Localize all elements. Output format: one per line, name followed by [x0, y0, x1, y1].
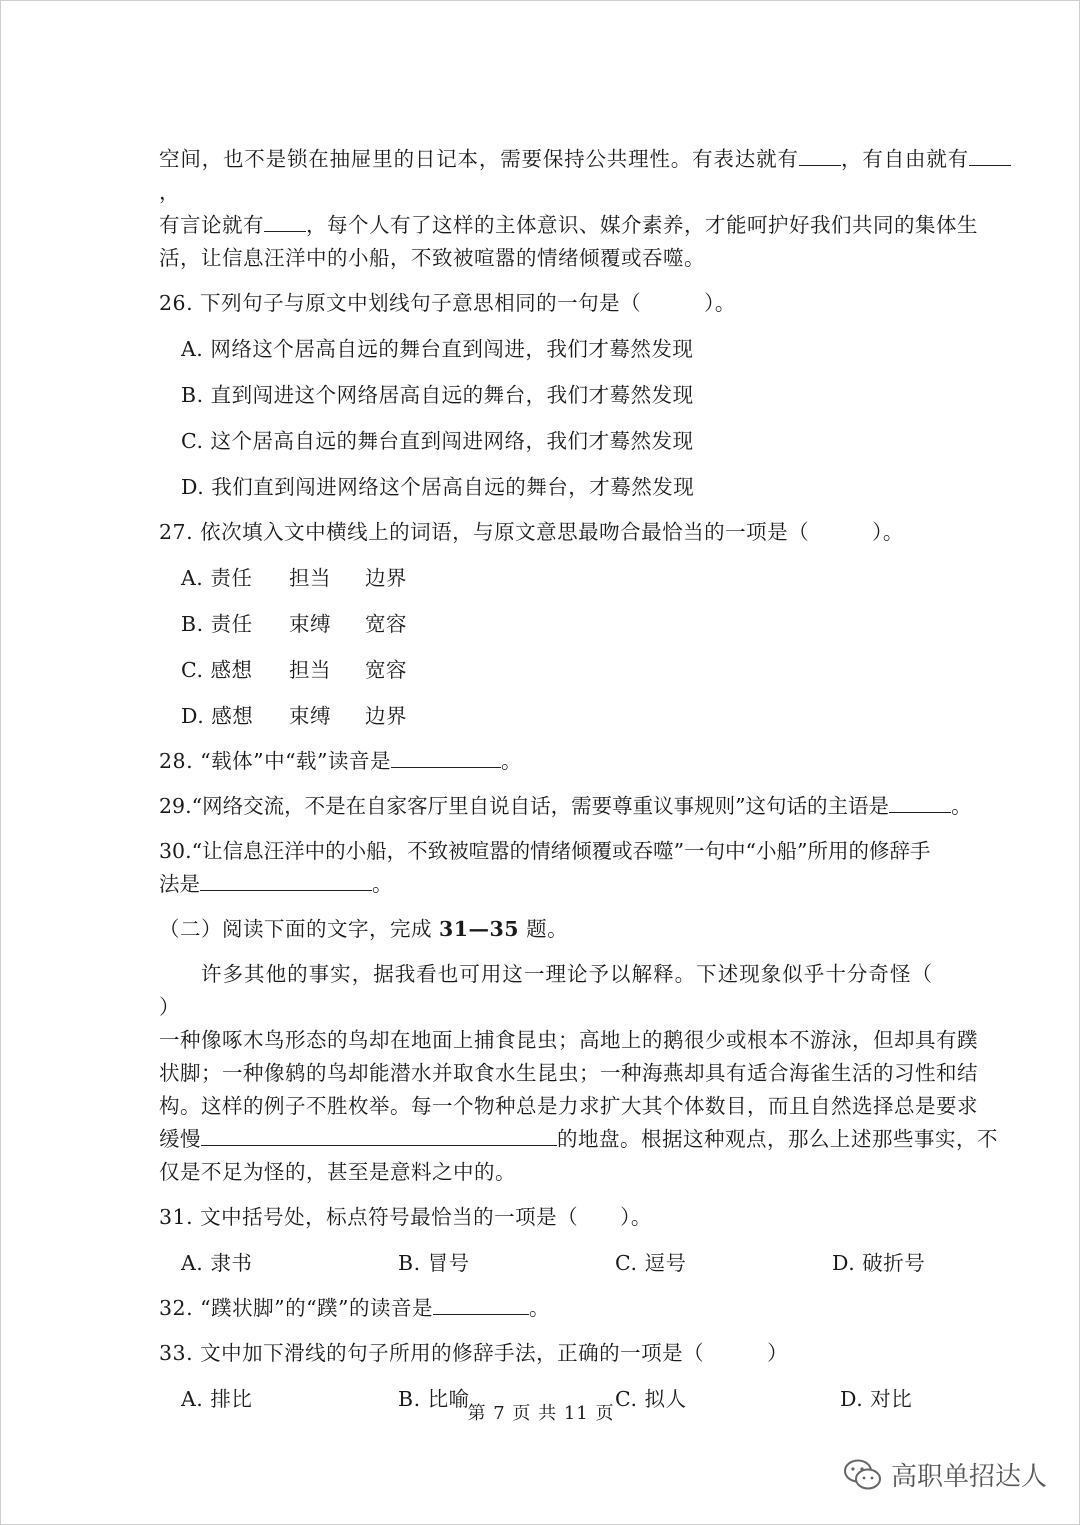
passage-2-text: 状脚；一种像鸫的鸟却能潜水并取食水生昆虫；一种海燕却具有适合海雀生活的习性和结 — [159, 1061, 978, 1085]
q26-option-b: B. 直到闯进这个网络居高自远的舞台，我们才蓦然发现 — [181, 383, 694, 407]
question-28 — [159, 745, 1011, 778]
q31-option-b: B. 冒号 — [398, 1251, 470, 1275]
passage-2-text: 构。这样的例子不胜枚举。每一个物种总是力求扩大其个体数目，而且自然选择总是要求 — [159, 1094, 978, 1118]
passage-1-text: 活，让信息汪洋中的小船，不致被喧嚣的情绪倾覆或吞噬。 — [159, 246, 705, 270]
option-word: 边界 — [365, 566, 407, 590]
q26-option-d: D. 我们直到闯进网络这个居高自远的舞台，才蓦然发现 — [181, 475, 695, 499]
page-footer: 第 7 页 共 11 页 — [467, 1403, 615, 1424]
wechat-icon — [843, 1458, 883, 1492]
option-word: 担当 — [289, 566, 331, 590]
question-29-end: 。 — [951, 794, 972, 818]
blank — [969, 143, 1011, 166]
option-word: 宽容 — [365, 612, 407, 636]
section-heading-text: 题。 — [519, 917, 569, 941]
q27-option-d — [181, 700, 1011, 733]
passage-2-text: 缓慢 — [159, 1127, 201, 1151]
question-26: 26. 下列句子与原文中划线句子意思相同的一句是（ ）。 — [159, 291, 736, 315]
section-range: 31—35 — [439, 917, 520, 941]
option-letter: A. 责任 — [181, 566, 253, 590]
q31-options — [181, 1247, 1011, 1280]
passage-2 — [159, 958, 1011, 1189]
question-32-end: 。 — [529, 1296, 551, 1320]
passage-2-text: ） — [159, 995, 180, 1019]
answer-blank — [200, 868, 372, 891]
question-31: 31. 文中括号处，标点符号最恰当的一项是（ ）。 — [159, 1205, 652, 1229]
page-content — [159, 143, 1011, 1416]
option-word: 束缚 — [289, 704, 331, 728]
q27-option-a — [181, 562, 1011, 595]
question-28-end: 。 — [501, 749, 523, 773]
question-30-text: 法是 — [159, 872, 200, 896]
q26-option-a: A. 网络这个居高自远的舞台直到闯进，我们才蓦然发现 — [181, 337, 694, 361]
answer-blank — [391, 745, 501, 768]
passage-1-text: ， — [159, 180, 180, 204]
question-30 — [159, 835, 1011, 901]
answer-blank — [433, 1292, 529, 1315]
option-word: 束缚 — [289, 612, 331, 636]
blank — [799, 143, 841, 166]
question-28-text: 28. “载体”中“载”读音是 — [159, 749, 392, 773]
q26-option-c: C. 这个居高自远的舞台直到闯进网络，我们才蓦然发现 — [181, 429, 694, 453]
question-29 — [159, 790, 1011, 823]
q31-option-c: C. 逗号 — [615, 1251, 687, 1275]
section-heading-text: （二）阅读下面的文字，完成 — [159, 917, 440, 941]
q31-option-d: D. 破折号 — [832, 1251, 926, 1275]
passage-blank — [201, 1123, 557, 1146]
passage-2-text: 仅是不足为怪的，甚至是意料之中的。 — [159, 1160, 516, 1184]
blank — [264, 209, 306, 232]
q27-option-c — [181, 654, 1011, 687]
section-heading — [159, 913, 1011, 946]
question-33: 33. 文中加下滑线的句子所用的修辞手法，正确的一项是（ ） — [159, 1341, 789, 1365]
option-word: 边界 — [365, 704, 407, 728]
question-29-text: 29.“网络交流，不是在自家客厅里自说自话，需要尊重议事规则”这句话的主语是 — [159, 794, 890, 818]
option-letter: B. 责任 — [181, 612, 253, 636]
passage-2-text: 许多其他的事实，据我看也可用这一理论予以解释。下述现象似乎十分奇怪（ — [201, 962, 933, 986]
passage-1-text: 空间，也不是锁在抽屉里的日记本，需要保持公共理性。有表达就有 — [159, 147, 799, 171]
question-32-text: 32. “蹼状脚”的“蹼”的读音是 — [159, 1296, 434, 1320]
q31-option-a: A. 隶书 — [181, 1251, 253, 1275]
passage-2-text: 的地盘。根据这种观点，那么上述那些事实，不 — [557, 1127, 998, 1151]
q27-option-b — [181, 608, 1011, 641]
q33-option-b: B. 比喻 — [398, 1387, 470, 1411]
passage-1-text: ，有自由就有 — [840, 147, 970, 171]
option-letter: C. 感想 — [181, 658, 253, 682]
watermark-text: 高职单招达人 — [891, 1462, 1048, 1492]
q33-option-a: A. 排比 — [181, 1387, 253, 1411]
option-word: 担当 — [289, 658, 331, 682]
passage-2-text: 一种像啄木鸟形态的鸟却在地面上捕食昆虫；高地上的鹅很少或根本不游泳，但却具有蹼 — [159, 1028, 978, 1052]
question-32 — [159, 1292, 1011, 1325]
question-27: 27. 依次填入文中横线上的词语，与原文意思最吻合最恰当的一项是（ ）。 — [159, 520, 904, 544]
passage-1-text: ，每个人有了这样的主体意识、媒介素养，才能呵护好我们共同的集体生 — [306, 213, 978, 237]
q33-option-d: D. 对比 — [840, 1387, 913, 1411]
watermark — [843, 1456, 1047, 1493]
q33-option-c: C. 拟人 — [615, 1387, 687, 1411]
option-word: 宽容 — [365, 658, 407, 682]
question-30-end: 。 — [372, 872, 393, 896]
option-letter: D. 感想 — [181, 704, 254, 728]
answer-blank — [889, 790, 951, 813]
passage-1-text: 有言论就有 — [159, 213, 264, 237]
passage-1 — [159, 143, 1011, 275]
question-30-text: 30.“让信息汪洋中的小船，不致被喧嚣的情绪倾覆或吞噬”一句中“小船”所用的修辞手 — [159, 839, 931, 863]
